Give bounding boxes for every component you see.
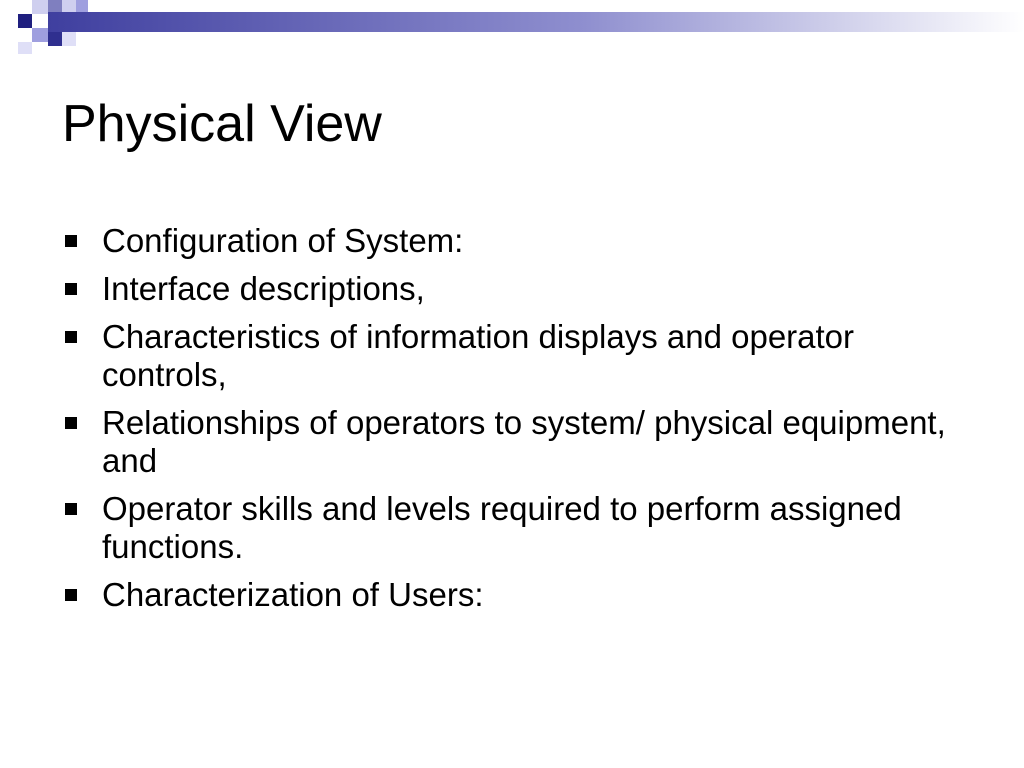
square-bullet-icon: [65, 283, 77, 295]
bullet-text: Relationships of operators to system/ physical equipment, and: [102, 404, 946, 479]
bullet-text: Characteristics of information displays and operator controls,: [102, 318, 855, 393]
square-bullet-icon: [65, 235, 77, 247]
bullet-item: [62, 576, 962, 614]
bullet-text: Interface descriptions,: [102, 270, 425, 307]
square-bullet-icon: [65, 417, 77, 429]
bullet-list: [62, 222, 962, 624]
bullet-item: [62, 270, 962, 308]
checkered-squares-icon: [0, 0, 1024, 56]
header-decoration: [0, 0, 1024, 56]
slide-title: Physical View: [62, 95, 382, 153]
square-bullet-icon: [65, 503, 77, 515]
square-bullet-icon: [65, 589, 77, 601]
bullet-text: Operator skills and levels required to perform assigned functions.: [102, 490, 902, 565]
bullet-text: Configuration of System:: [102, 222, 464, 259]
bullet-item: [62, 490, 962, 566]
square-bullet-icon: [65, 331, 77, 343]
bullet-item: [62, 318, 962, 394]
bullet-text: Characterization of Users:: [102, 576, 484, 613]
bullet-item: [62, 222, 962, 260]
bullet-item: [62, 404, 962, 480]
